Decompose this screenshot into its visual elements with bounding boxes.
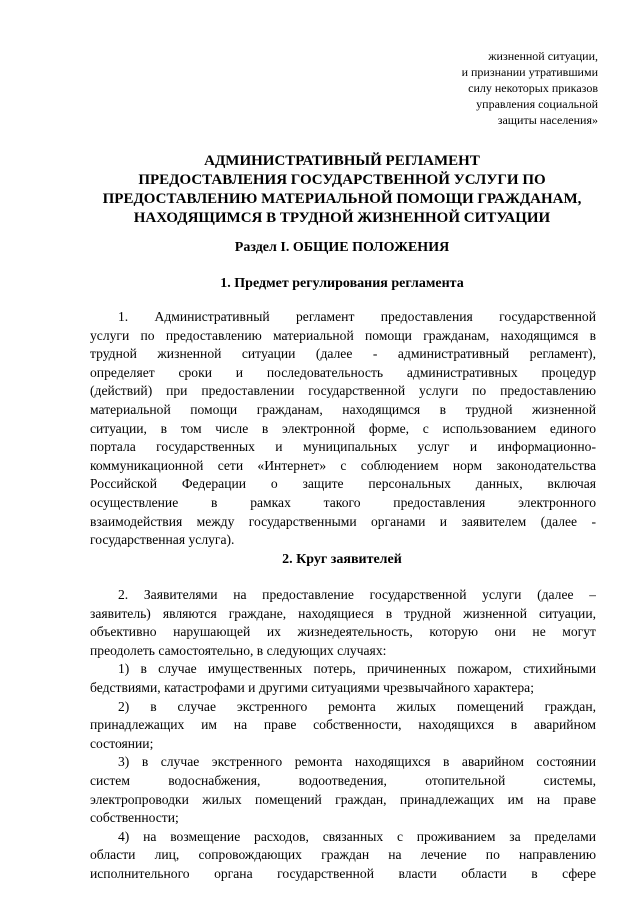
paragraph-line: 2. Заявителями на предоставление государственной услуги (далее – (118, 587, 596, 602)
paragraph-1 (90, 308, 596, 550)
list-item-line: 4) на возмещение расходов, связанных с проживанием за пределами (118, 828, 596, 844)
approval-note-line: силу некоторых приказов (468, 81, 598, 95)
list-item-line: электропроводки жилых помещений граждан, принадлежащих им на праве (90, 791, 596, 807)
document-title-line: ПРЕДОСТАВЛЕНИЮ МАТЕРИАЛЬНОЙ ПОМОЩИ ГРАЖДАНАМ, (102, 191, 582, 207)
list-item-line: 3) в случае экстренного ремонта находящихся в аварийном состоянии (118, 754, 596, 770)
document-title (62, 152, 622, 228)
paragraph-line: коммуникационной сети «Интернет» с соблюдением норм законодательства (90, 457, 596, 473)
list-item-line: 2) в случае экстренного ремонта жилых помещений граждан, (118, 698, 596, 714)
approval-note-line: жизненной ситуации, (488, 49, 598, 63)
paragraph-line: трудной жизненной ситуации (далее - административный регламент), (90, 346, 596, 362)
list-item-line: исполнительного органа государственной власти области в сфере (90, 865, 596, 881)
paragraph-line: заявитель) являются граждане, находящиеся в трудной жизненной ситуации, (90, 605, 596, 621)
paragraph-line: объективно нарушающей их жизнедеятельность, которую они не могут (90, 624, 596, 640)
list-item-line: состоянии; (90, 735, 154, 751)
list-item-line: 1) в случае имущественных потерь, причиненных пожаром, стихийными (118, 661, 596, 677)
list-item-line: области лиц, сопровождающих граждан на лечение по направлению (90, 847, 596, 863)
approval-note-line: управления социальной (476, 97, 598, 111)
subsection-heading: 2. Круг заявителей (282, 552, 402, 567)
paragraph-line: Российской Федерации о защите персональных данных, включая (90, 476, 596, 492)
paragraph-line: определяет сроки и последовательность административных процедур (90, 364, 596, 380)
paragraph-line: услуги по предоставлению материальной помощи гражданам, находящимся в (90, 327, 596, 343)
paragraph-line: ситуации, в том числе в электронной форме, с использованием единого (90, 420, 596, 436)
approval-note (338, 48, 598, 128)
subsection-heading: 1. Предмет регулирования регламента (220, 276, 464, 291)
document-title-line: АДМИНИСТРАТИВНЫЙ РЕГЛАМЕНТ (204, 153, 480, 169)
list-item-line: собственности; (90, 810, 179, 826)
paragraph-line: взаимодействия между государственными органами и заявителем (далее - (90, 513, 596, 529)
paragraph-line: осуществление в рамках такого предоставления электронного (90, 494, 596, 510)
paragraph-line: преодолеть самостоятельно, в следующих случаях: (90, 642, 387, 658)
paragraph-line: (действий) при предоставлении государственной услуги по предоставлению (90, 383, 596, 399)
paragraph-line: 1. Административный регламент предоставления государственной (118, 309, 596, 324)
approval-note-line: защиты населения» (497, 113, 598, 127)
section-heading: Раздел I. ОБЩИЕ ПОЛОЖЕНИЯ (234, 240, 450, 255)
paragraph-2 (90, 586, 596, 884)
paragraph-line: государственная услуга). (90, 532, 235, 548)
document-title-line: НАХОДЯЩИМСЯ В ТРУДНОЙ ЖИЗНЕННОЙ СИТУАЦИИ (133, 210, 551, 226)
list-item-line: принадлежащих им на праве собственности, находящихся в аварийном (90, 717, 596, 733)
paragraph-line: портала государственных и муниципальных услуг и информационно- (90, 439, 596, 455)
document-title-line: ПРЕДОСТАВЛЕНИЯ ГОСУДАРСТВЕННОЙ УСЛУГИ ПО (138, 172, 546, 188)
approval-note-line: и признании утратившими (461, 65, 598, 79)
list-item-line: систем водоснабжения, водоотведения, отопительной системы, (90, 772, 596, 788)
list-item-line: бедствиями, катастрофами и другими ситуациями чрезвычайного характера; (90, 679, 534, 695)
paragraph-line: материальной помощи гражданам, находящимся в трудной жизненной (90, 401, 596, 417)
